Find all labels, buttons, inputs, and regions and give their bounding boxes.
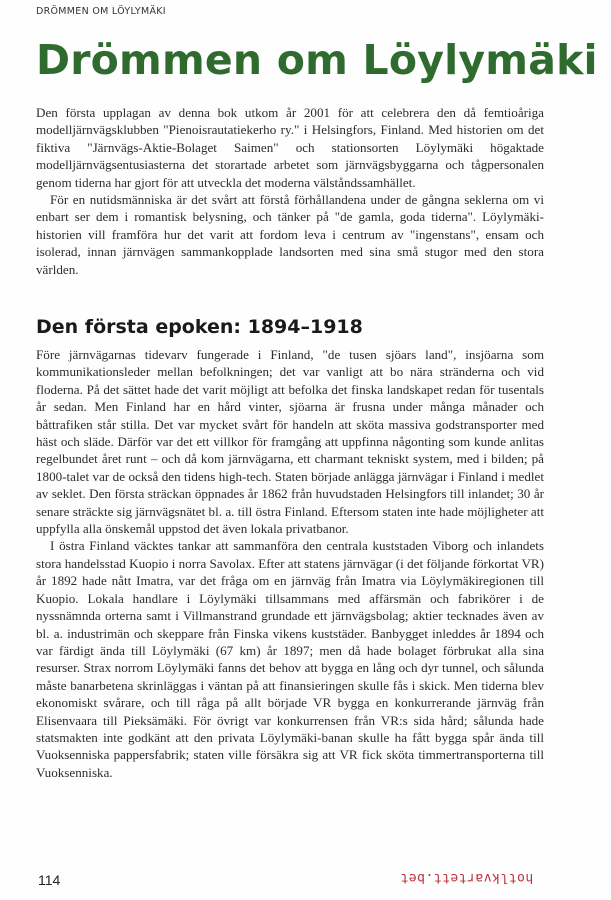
intro-paragraph: För en nutidsmänniska är det svårt att förstå förhållandena under de gångna seklerna om vi enbart ser dem i romantisk belysning, och tänker på "de gamla, goda tiderna". Löylymäki-historien vill framföra hur det varit att fordom leva i centrum av "ingenstans", ensam och isolerad, innan järnvägen sammankopplade landsorten med sina små stugor med den stora världen. bbox=[36, 192, 544, 277]
chapter-title: Drömmen om Löylymäki bbox=[36, 36, 598, 84]
overlay-stamp-text: hotlkvartett.bet bbox=[400, 870, 534, 885]
section-paragraph: Före järnvägarnas tidevarv fungerade i Finland, "de tusen sjöars land", insjöarna som kommunikationsleder mellan befolkningen; det var vanligt att bo nära stränderna och vid floderna. På det sättet hade det varit möjligt att befolka det finska landskapet redan för tusentals år sedan. Men Finland har en hård vinter, sjöarna är frusna under många månader och båttrafiken står stilla. Det var mycket svårt för handeln att sköta massiva godstransporter med häst och släde. Därför var det ett villkor för framgång att uppfinna någonting som kunde anlitas regelbundet året runt – och då kom järnvägarna, ett charmant tekniskt system, med i bilden; på 1800-talet var de också den tidens high-tech. Staten började anlägga järnvägar i Finland i medlet av seklet. Den första sträckan öppnades år 1862 från huvudstaden Helsingfors till inlandet; 30 år senare sträckte sig järnvägsnätet bl. a. till östra Finland. Eftersom staten inte hade möjligheter att uppfylla alla önskemål uppstod det även lokala privatbanor. bbox=[36, 347, 544, 537]
running-head: DRÖMMEN OM LÖYLYMÄKI bbox=[36, 6, 166, 17]
section-text bbox=[36, 346, 544, 781]
intro-text bbox=[36, 104, 544, 278]
section-heading: Den första epoken: 1894–1918 bbox=[36, 316, 363, 338]
section-paragraph: I östra Finland väcktes tankar att sammanföra den centrala kuststaden Viborg och inlandets stora handelsstad Kuopio i norra Savolax. Efter att statens järnvägar (i det följande förkortat VR) år 1892 hade nått Imatra, var det fråga om en järnväg från Imatra via Löylymäkiregionen till Kuopio. Lokala handlare i Löylymäki tillsammans med affärsmän och fabrikörer i de nyssnämnda orterna samt i Villmanstrand grundade ett järnvägsbolag; aktier tecknades även av bl. a. industrimän och skeppare från Finska vikens kuststäder. Banbygget inleddes år 1894 och var färdigt ända till Löylymäki (67 km) år 1897; men då hade bolaget förbrukat alla sina resurser. Strax norrom Löylymäki fanns det behov att bygga en lång och dyr tunnel, och sålunda måste banarbetena skrinläggas i väntan på att finansieringen skulle fås i skick. Men tiderna blev ekonomiskt svårare, och till råga på allt började VR bygga en konkurrerande järnväg från Elisenvaara till Pieksämäki. För övrigt var konkurrensen från VR:s sida hård; sålunda hade statsmakten inte godkänt att den privata Löylymäki-banan skulle ha fått bygga spår ända till Vuoksenniska pappersfabrik; staten ville försäkra sig att VR fick sköta timmertransporterna till Vuoksenniska. bbox=[36, 538, 544, 780]
intro-paragraph: Den första upplagan av denna bok utkom år 2001 för att celebrera den då femtioåriga modelljärnvägsklubben "Pienoisrautatiekerho ry." i Helsingfors, Finland. Med historien om det fiktiva "Järnvägs-Aktie-Bolaget Saimen" och stationsorten Löylymäki högaktade modelljärnvägsentusiasterna det storartade arbetet som järnvägsbyggarna och tågpersonalen genom tiderna har gjort för att utveckla det moderna välståndssamhället. bbox=[36, 105, 544, 190]
page-number: 114 bbox=[38, 872, 61, 888]
